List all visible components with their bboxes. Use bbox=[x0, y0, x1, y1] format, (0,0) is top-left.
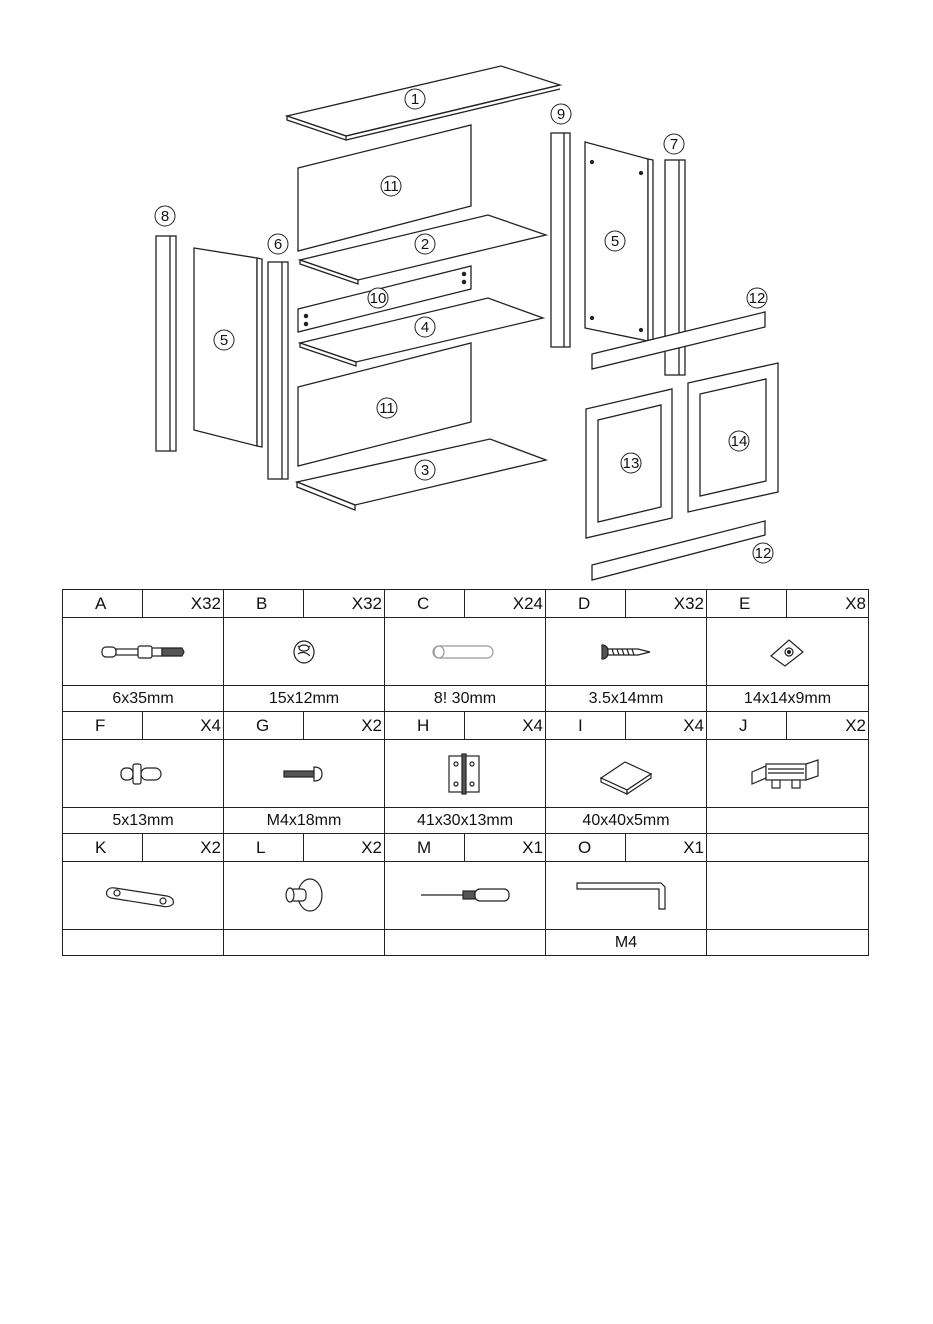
callout-4 bbox=[415, 317, 435, 337]
part-image-f bbox=[63, 739, 224, 808]
leg-left-front bbox=[268, 262, 288, 479]
part-letter: A bbox=[63, 590, 143, 618]
callout-5-right bbox=[605, 231, 625, 251]
callout-2 bbox=[415, 234, 435, 254]
part-letter: O bbox=[546, 833, 626, 861]
metal-plate-icon bbox=[103, 880, 183, 910]
hinge-icon bbox=[443, 750, 487, 798]
part-qty: X4 bbox=[626, 711, 707, 739]
part-qty: X2 bbox=[787, 711, 869, 739]
part-letter: K bbox=[63, 833, 143, 861]
part-qty: X24 bbox=[465, 590, 546, 618]
callout-14 bbox=[729, 431, 749, 451]
svg-text:14: 14 bbox=[730, 433, 748, 450]
callout-3 bbox=[415, 460, 435, 480]
part-image-b bbox=[224, 617, 385, 686]
part-size: M4 bbox=[546, 930, 707, 956]
part-qty: X32 bbox=[626, 590, 707, 618]
part-qty: X1 bbox=[465, 833, 546, 861]
part-image-empty bbox=[707, 861, 869, 930]
part-letter: L bbox=[224, 833, 304, 861]
part-size: 41x30x13mm bbox=[385, 808, 546, 834]
shelf-bracket-icon bbox=[763, 634, 813, 670]
svg-text:10: 10 bbox=[369, 290, 387, 307]
part-letter: I bbox=[546, 711, 626, 739]
part-image-g bbox=[224, 739, 385, 808]
svg-text:5: 5 bbox=[610, 233, 620, 250]
part-letter: D bbox=[546, 590, 626, 618]
wood-screw-icon bbox=[596, 640, 656, 664]
callout-10 bbox=[368, 288, 388, 308]
part-image-l bbox=[224, 861, 385, 930]
callout-7 bbox=[664, 134, 684, 154]
part-image-h bbox=[385, 739, 546, 808]
part-qty: X2 bbox=[304, 833, 385, 861]
part-size bbox=[63, 930, 224, 956]
part-image-a bbox=[63, 617, 224, 686]
part-size: 15x12mm bbox=[224, 686, 385, 712]
callout-11-lower bbox=[377, 398, 397, 418]
part-size: 40x40x5mm bbox=[546, 808, 707, 834]
callout-12-top bbox=[747, 288, 767, 308]
part-letter: B bbox=[224, 590, 304, 618]
part-letter: C bbox=[385, 590, 465, 618]
allen-key-icon bbox=[571, 873, 681, 917]
part-qty: X8 bbox=[787, 590, 869, 618]
part-qty: X4 bbox=[465, 711, 546, 739]
machine-screw-icon bbox=[274, 762, 334, 786]
part-qty: X32 bbox=[143, 590, 224, 618]
callout-11-upper bbox=[381, 176, 401, 196]
cam-lock-icon bbox=[284, 632, 324, 672]
svg-text:7: 7 bbox=[669, 136, 679, 153]
part-image-k bbox=[63, 861, 224, 930]
svg-text:2: 2 bbox=[420, 236, 430, 253]
magnetic-catch-icon bbox=[746, 754, 830, 794]
part-size bbox=[707, 930, 869, 956]
part-letter: E bbox=[707, 590, 787, 618]
svg-text:3: 3 bbox=[420, 462, 430, 479]
leg-left-rear bbox=[156, 236, 176, 451]
svg-text:5: 5 bbox=[219, 332, 229, 349]
part-image-m bbox=[385, 861, 546, 930]
svg-text:11: 11 bbox=[379, 400, 395, 417]
part-qty: X2 bbox=[143, 833, 224, 861]
part-size bbox=[707, 808, 869, 834]
svg-text:12: 12 bbox=[754, 545, 772, 562]
part-size: 5x13mm bbox=[63, 808, 224, 834]
part-letter: F bbox=[63, 711, 143, 739]
callout-13 bbox=[621, 453, 641, 473]
part-size: 6x35mm bbox=[63, 686, 224, 712]
shelf-support-icon bbox=[115, 759, 171, 789]
part-letter: G bbox=[224, 711, 304, 739]
part-image-d bbox=[546, 617, 707, 686]
part-image-e bbox=[707, 617, 869, 686]
svg-text:1: 1 bbox=[410, 91, 420, 108]
part-size: M4x18mm bbox=[224, 808, 385, 834]
callout-5-left bbox=[214, 330, 234, 350]
part-qty: X1 bbox=[626, 833, 707, 861]
leg-right-rear bbox=[551, 133, 570, 347]
svg-text:12: 12 bbox=[748, 290, 766, 307]
callout-8 bbox=[155, 206, 175, 226]
part-letter-empty bbox=[707, 833, 869, 861]
part-qty: X32 bbox=[304, 590, 385, 618]
cam-bolt-icon bbox=[98, 640, 188, 664]
part-image-o bbox=[546, 861, 707, 930]
part-image-c bbox=[385, 617, 546, 686]
svg-text:13: 13 bbox=[622, 455, 640, 472]
callout-9 bbox=[551, 104, 571, 124]
part-letter: H bbox=[385, 711, 465, 739]
part-size bbox=[385, 930, 546, 956]
svg-text:9: 9 bbox=[556, 106, 566, 123]
screwdriver-icon bbox=[415, 884, 515, 906]
callout-12-bottom bbox=[753, 543, 773, 563]
hardware-parts-table bbox=[62, 589, 869, 956]
part-qty: X2 bbox=[304, 711, 385, 739]
exploded-view-diagram bbox=[0, 0, 933, 585]
callout-6 bbox=[268, 234, 288, 254]
wooden-dowel-icon bbox=[425, 640, 505, 664]
callout-1 bbox=[405, 89, 425, 109]
part-size: 8! 30mm bbox=[385, 686, 546, 712]
svg-text:8: 8 bbox=[160, 208, 170, 225]
part-letter: M bbox=[385, 833, 465, 861]
part-image-i bbox=[546, 739, 707, 808]
svg-text:6: 6 bbox=[273, 236, 283, 253]
part-size bbox=[224, 930, 385, 956]
part-letter: J bbox=[707, 711, 787, 739]
part-qty: X4 bbox=[143, 711, 224, 739]
felt-pad-icon bbox=[591, 752, 661, 796]
knob-icon bbox=[276, 873, 332, 917]
part-image-j bbox=[707, 739, 869, 808]
svg-text:11: 11 bbox=[383, 178, 399, 195]
part-size: 14x14x9mm bbox=[707, 686, 869, 712]
svg-text:4: 4 bbox=[420, 319, 430, 336]
part-size: 3.5x14mm bbox=[546, 686, 707, 712]
